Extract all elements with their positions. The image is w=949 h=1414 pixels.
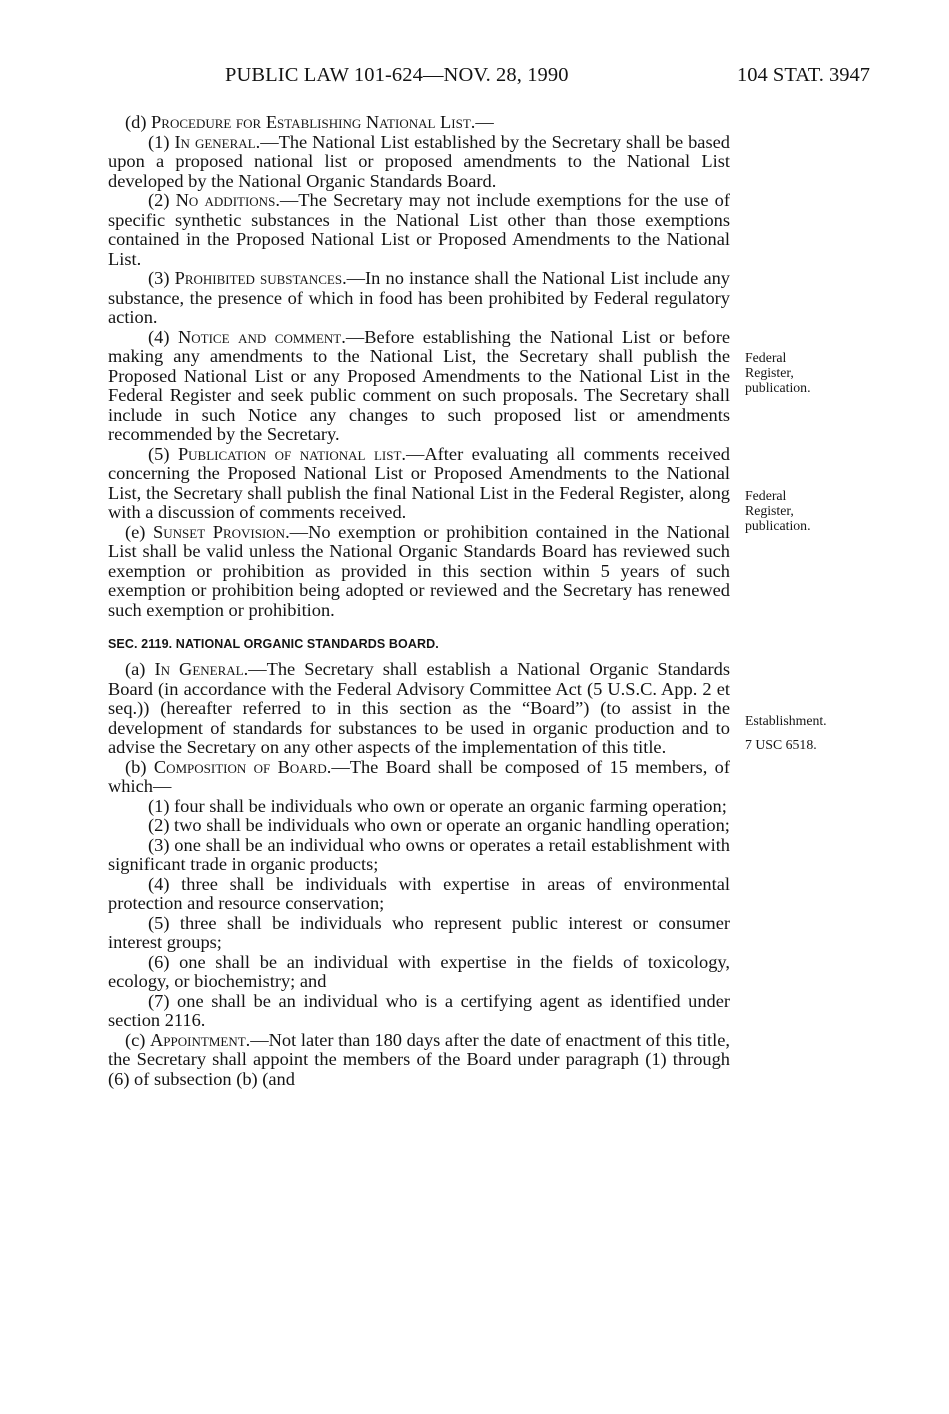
caption: Composition of Board — [153, 756, 327, 777]
paragraph-b4: (4) three shall be individuals with expertise in areas of environmental protection and resource conservation; — [108, 873, 730, 913]
paragraph-b3: (3) one shall be an individual who owns or operates a retail establishment with significant trade in organic products; — [108, 834, 730, 874]
caption: Prohibited substances — [174, 268, 343, 288]
stat-page-number: 104 STAT. 3947 — [737, 64, 870, 86]
paragraph-d4: (4) Notice and comment.—Before establishing the National List or before making any amendments to the National List, the Secretary shall publish the Proposed National List or any Proposed Amendments to the National List in the Federal Register and seek public comment on such proposals. The Secretary shall include in such Notice any changes to such proposed list or amendments recommended by the Secretary. — [108, 326, 730, 444]
paragraph-e: (e) Sunset Provision.—No exemption or prohibition contained in the National List shall be valid unless the National Organic Standards Board has reviewed such exemption or prohibition as provided in this section within 5 years of such exemption or prohibition being adopted or reviewed and the Secretary has renewed such exemption or prohibition. — [108, 521, 730, 620]
caption: Procedure for Establishing National List — [151, 112, 471, 132]
paragraph-b: (b) Composition of Board.—The Board shall be composed of 15 members, of which— — [108, 756, 730, 796]
caption: Notice and comment — [177, 326, 342, 347]
caption: In general — [174, 131, 256, 152]
paragraph-d1: (1) In general.—The National List established by the Secretary shall be based upon a proposed national list or proposed amendments to the National List developed by the National Organic Standards Board. — [108, 131, 730, 191]
margin-note-federal-register-2: Federal Register, publication. — [745, 488, 811, 533]
paragraph-d2: (2) No additions.—The Secretary may not include exemptions for the use of specific synthetic substances in the National List other than those exemptions contained in the Proposed National List or Proposed Amendments to the National List. — [108, 190, 731, 269]
paragraph-b6: (6) one shall be an individual with expertise in the fields of toxicology, ecology, or biochemistry; and — [108, 951, 730, 991]
paragraph-b7: (7) one shall be an individual who is a certifying agent as identified under section 2116. — [108, 990, 730, 1030]
caption: Sunset Provision — [153, 521, 286, 542]
page-header — [108, 64, 870, 94]
paragraph-d3: (3) Prohibited substances.—In no instance shall the National List include any substance, the presence of which in food has been prohibited by Federal regulatory action. — [108, 268, 730, 327]
caption: In General — [154, 659, 244, 679]
running-title: PUBLIC LAW 101-624—NOV. 28, 1990 — [225, 64, 569, 86]
paragraph-d5: (5) Publication of national list.—After evaluating all comments received concerning the Proposed National List or Proposed Amendments to the National List, the Secretary shall publish the final National List in the Federal Register, along with a discussion of comments received. — [108, 443, 730, 522]
paragraph-d-heading: (d) Procedure for Establishing National List.— — [125, 112, 494, 132]
paragraph-b1: (1) four shall be individuals who own or operate an organic farming operation; — [148, 795, 727, 816]
caption: Appointment — [150, 1029, 246, 1050]
caption: Publication of national list — [177, 443, 402, 464]
paragraph-b2: (2) two shall be individuals who own or operate an organic handling operation; — [148, 815, 730, 835]
body-text — [108, 113, 730, 1089]
caption: No additions — [175, 190, 276, 210]
paragraph-c: (c) Appointment.—Not later than 180 days after the date of enactment of this title, the Secretary shall appoint the members of the Board under paragraph (1) through (6) of subsection (b) (and — [108, 1029, 730, 1089]
margin-note-establishment: Establishment. 7 USC 6518. — [745, 713, 827, 752]
paragraph-b5: (5) three shall be individuals who represent public interest or consumer interest groups; — [108, 912, 730, 952]
section-heading: SEC. 2119. NATIONAL ORGANIC STANDARDS BOARD. — [108, 637, 439, 651]
paragraph-a: (a) In General.—The Secretary shall establish a National Organic Standards Board (in accordance with the Federal Advisory Committee Act (5 U.S.C. App. 2 et seq.)) (hereafter referred to in this section as the “Board”) (to assist in the development of standards for substances to be used in organic production and to advise the Secretary on any other aspects of the implementation of this title. — [108, 659, 730, 757]
margin-note-federal-register-1: Federal Register, publication. — [745, 350, 811, 395]
